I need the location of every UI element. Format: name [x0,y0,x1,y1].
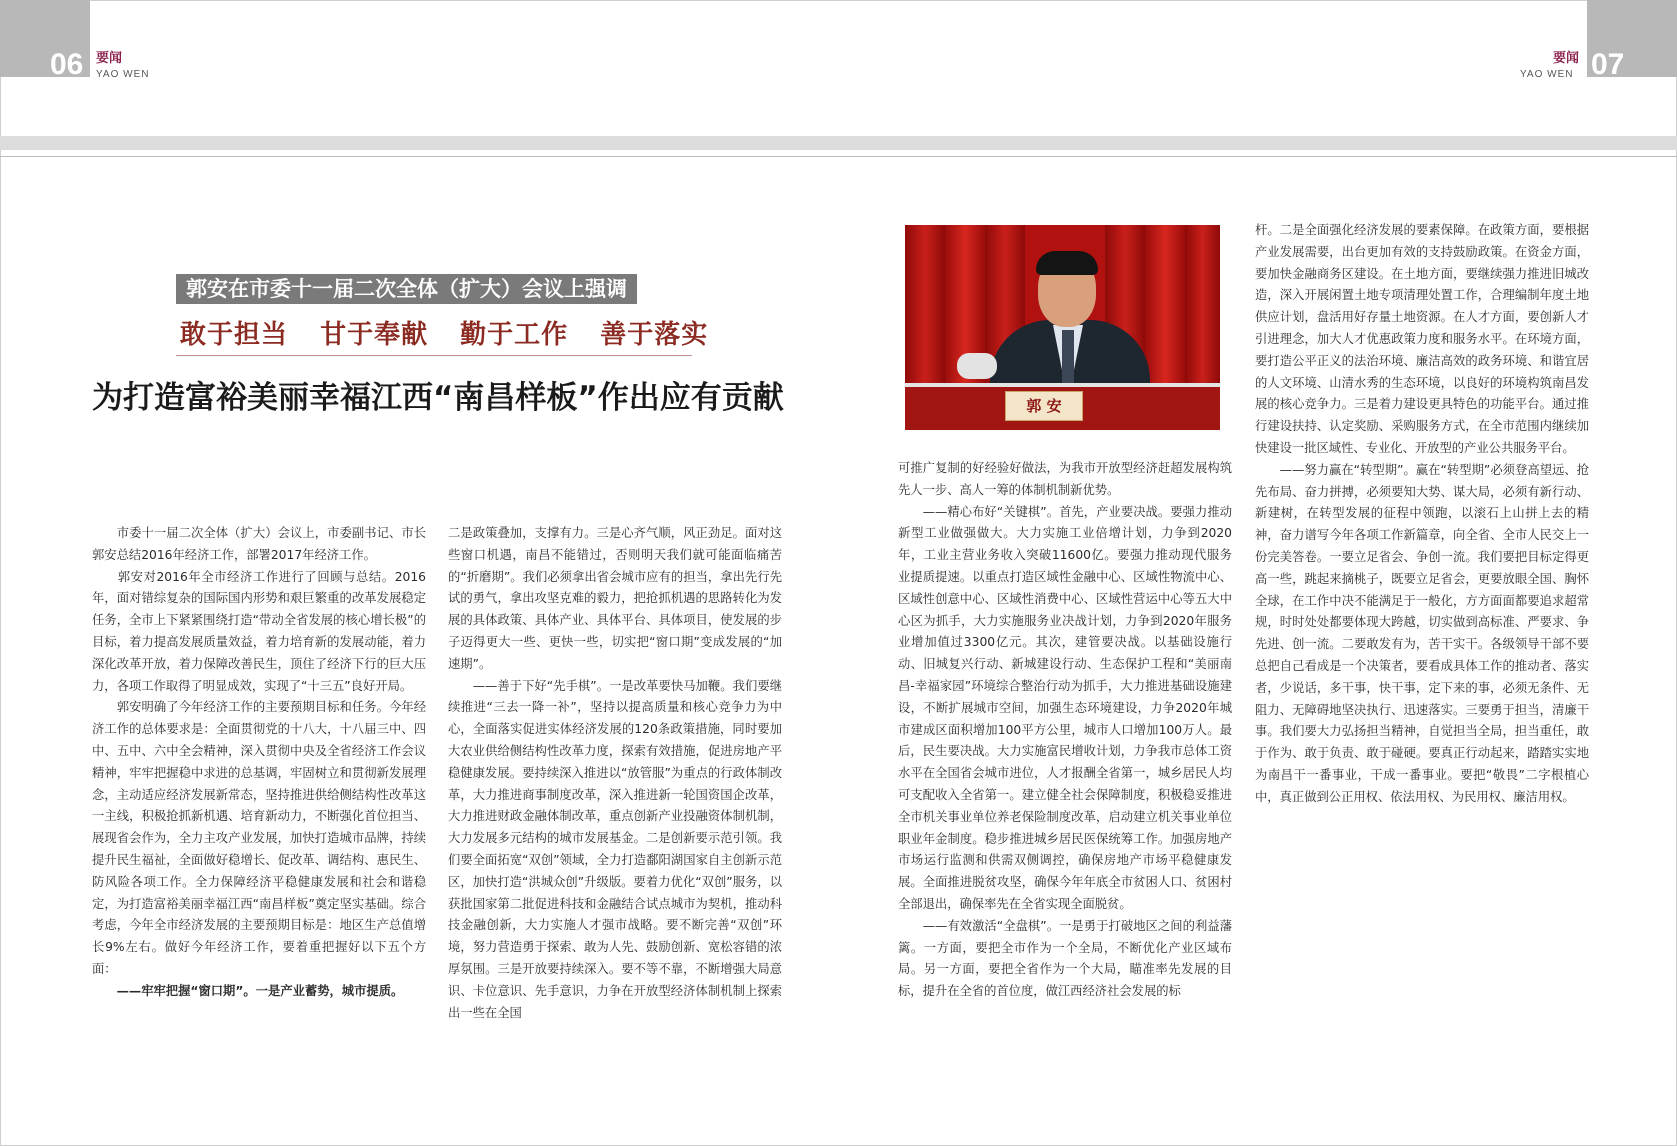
paragraph: 二是政策叠加，支撑有力。三是心齐气顺，风正劲足。面对这些窗口机遇，南昌不能错过，否则明天我们就可能面临痛苦的“折磨期”。我们必须拿出省会城市应有的担当，拿出先行先试的勇气，拿出攻坚克难的毅力，把抢抓机遇的思路转化为发展的具体政策、具体产业、具体平台、具体项目，使发展的步子迈得更大一些、更快一些，切实把“窗口期”变成发展的“加速期”。 [448,526,782,671]
paragraph: ——牢牢把握“窗口期”。一是产业蓄势，城市提质。 [92,983,404,998]
speaker-photo [905,225,1220,430]
slogan-2: 甘于奉献 [320,320,429,350]
section-subtitle-left: YAO WEN [96,69,150,80]
page-left-edge [0,0,1,1146]
speaker-hair [1036,251,1098,275]
section-title-left: 要闻 [96,51,123,66]
paragraph: 郭安对2016年全市经济工作进行了回顾与总结。2016年，面对错综复杂的国际国内形势和艰巨繁重的改革发展稳定任务，全市上下紧紧围绕打造“带动全省发展的核心增长极”的目标，着力提高发展质量效益，着力培育新的发展动能，着力深化改革开放，着力保障改善民生，顶住了经济下行的巨大压力，各项工作取得了明显成效，实现了“十三五”良好开局。 [92,569,426,693]
paragraph: 郭安明确了今年经济工作的主要预期目标和任务。今年经济工作的总体要求是：全面贯彻党的十八大，十八届三中、四中、五中、六中全会精神，深入贯彻中央及全省经济工作会议精神，牢牢把握稳中求进的总基调，牢固树立和贯彻新发展理念，主动适应经济发展新常态，坚持推进供给侧结构性改革这一主线，积极抢抓新机遇、培育新动力，不断强化首位担当、展现省会作为，全力主攻产业发展，加快打造城市品牌，持续提升民生福祉，全面做好稳增长、促改革、调结构、惠民生、防风险各项工作。全力保障经济平稳健康发展和社会和谐稳定，为打造富裕美丽幸福江西“南昌样板”奠定坚实基础。综合考虑，今年全市经济发展的主要预期目标是：地区生产总值增长9%左右。做好今年经济工作，要着重把握好以下五个方面： [92,700,426,976]
paragraph: 杆。二是全面强化经济发展的要素保障。在政策方面，要根据产业发展需要，出台更加有效的支持鼓励政策。在资金方面，要加快金融商务区建设。在土地方面，要继续强力推进旧城改造，深入开展闲置土地专项清理处置工作，合理编制年度土地供应计划，盘活用好存量土地资源。在人才方面，要创新人才引进理念，加大人才优惠政策力度和服务水平。在环境方面，要打造公平正义的法治环境、廉洁高效的政务环境、和谐宜居的人文环境、山清水秀的生态环境，以良好的环境构筑南昌发展的核心竞争力。三是着力建设更具特色的功能平台。通过推行建设扶持、认定奖励、采购服务方式，在全市范围内继续加快建设一批区域性、专业化、开放型的产业公共服务平台。 [1255,223,1589,455]
speaker-tie [1062,330,1074,385]
header-rule [0,156,1677,157]
article-column-3 [898,458,1232,1003]
desk-top [905,383,1220,387]
microphone [957,353,997,379]
article-column-1 [92,523,426,1003]
section-title-right: 要闻 [1553,51,1580,66]
slogan-1: 敢于担当 [180,320,289,350]
slogan-4: 善于落实 [600,320,709,350]
headline-title: 为打造富裕美丽幸福江西“南昌样板”作出应有贡献 [92,380,784,416]
paragraph: 可推广复制的好经验好做法，为我市开放型经济赶超发展构筑先人一步、高人一筹的体制机制新优势。 [898,461,1232,497]
header-band [0,136,1677,150]
page-top-edge [0,0,1677,1]
page-number-left: 06 [50,48,84,81]
paragraph: ——努力赢在“转型期”。赢在“转型期”必须登高望远、抢先布局、奋力拼搏，必须要知大势、谋大局，必须有新行动、新建树，在转型发展的征程中领跑，以滚石上山拼上去的精神，奋力谱写今年各项工作新篇章，向全省、全市人民交上一份完美答卷。一要立足省会、争创一流。我们要把目标定得更高一些，跳起来摘桃子，既要立足省会，更要放眼全国、胸怀全球，在工作中决不能满足于一般化，方方面面都要追求超常规，时时处处都要体现大跨越，切实做到高标准、严要求、争先进、创一流。二要敢发有为，苦干实干。各级领导干部不要总把自己看成是一个决策者，要看成具体工作的推动者、落实者，少说话，多干事，快干事，定下来的事，必须无条件、无阻力、无障碍地坚决执行、迅速落实。三要勇于担当，清廉干事。我们要大力弘扬担当精神，自觉担当全局，担当重任，敢于作为、敢于负责、敢于碰硬。要真正行动起来，踏踏实实地为南昌干一番事业，干成一番事业。要把“敬畏”二字根植心中，真正做到公正用权、依法用权、为民用权、廉洁用权。 [1255,462,1589,804]
headline-slogan [180,318,730,352]
headline-kicker: 郭安在市委十一届二次全体（扩大）会议上强调 [176,274,637,304]
slogan-rule [176,355,692,356]
paragraph: ——有效激活“全盘棋”。一是勇于打破地区之间的利益藩篱。一方面，要把全市作为一个全局，不断优化产业区域布局。另一方面，要把全省作为一个大局，瞄准率先发展的目标，提升在全省的首位度，做江西经济社会发展的标 [898,918,1232,999]
article-column-2 [448,523,782,1024]
paragraph: 市委十一届二次全体（扩大）会议上，市委副书记、市长郭安总结2016年经济工作，部署2017年经济工作。 [92,526,426,562]
article-column-4 [1255,220,1589,809]
page-number-right: 07 [1591,48,1625,81]
nameplate-text: 郭 安 [1026,397,1062,415]
nameplate [1005,391,1083,421]
paragraph: ——善于下好“先手棋”。一是改革要快马加鞭。我们要继续推进“三去一降一补”，坚持以提高质量和核心竞争力为中心，全面落实促进实体经济发展的120条政策措施，同时要加大农业供给侧结构性改革力度，探索有效措施，促进房地产平稳健康发展。要持续深入推进以“放管服”为重点的行政体制改革，大力推进商事制度改革，深入推进新一轮国资国企改革，大力推进财政金融体制改革，重点创新产业投融资体制机制，大力发展多元结构的城市发展基金。二是创新要示范引领。我们要全面拓宽“双创”领域，全力打造鄱阳湖国家自主创新示范区，加快打造“洪城众创”升级版。要着力优化“双创”服务，以获批国家第二批促进科技和金融结合试点城市为契机，推动科技金融创新，大力实施人才强市战略。要不断完善“双创”环境，努力营造勇于探索、敢为人先、鼓励创新、宽松容错的浓厚氛围。三是开放要持续深入。要不等不靠，不断增强大局意识、卡位意识、先手意识，力争在开放型经济体制机制上探索出一些在全国 [448,678,782,1020]
slogan-3: 勤于工作 [460,320,569,350]
section-subtitle-right: YAO WEN [1520,69,1574,80]
paragraph: ——精心布好“关键棋”。首先，产业要决战。要强力推动新型工业做强做大。大力实施工业倍增计划，力争到2020年，工业主营业务收入突破11600亿。要强力推动现代服务业提质提速。以重点打造区域性金融中心、区域性物流中心、区域性创意中心、区域性消费中心、区域性营运中心等五大中心区为抓手，大力实施服务业决战计划，力争到2020年服务业增加值过3300亿元。其次，建管要决战。以基础设施行动、旧城复兴行动、新城建设行动、生态保护工程和“美丽南昌-幸福家园”环境综合整治行动为抓手，大力推进基础设施建设，不断扩展城市空间，加强生态环境建设，力争2020年城市建成区面积增加100平方公里，城市人口增加100万人。最后，民生要决战。大力实施富民增收计划，力争我市总体工资水平在全国省会城市进位，人才报酬全省第一，城乡居民人均可支配收入全省第一。建立健全社会保障制度，积极稳妥推进全市机关事业单位养老保险制度改革，启动建立机关事业单位职业年金制度。稳步推进城乡居民医保统筹工作。加强房地产市场运行监测和供需双侧调控，确保房地产市场平稳健康发展。全面推进脱贫攻坚，确保今年年底全市贫困人口、贫困村全部退出，确保率先在全省实现全面脱贫。 [898,504,1232,911]
